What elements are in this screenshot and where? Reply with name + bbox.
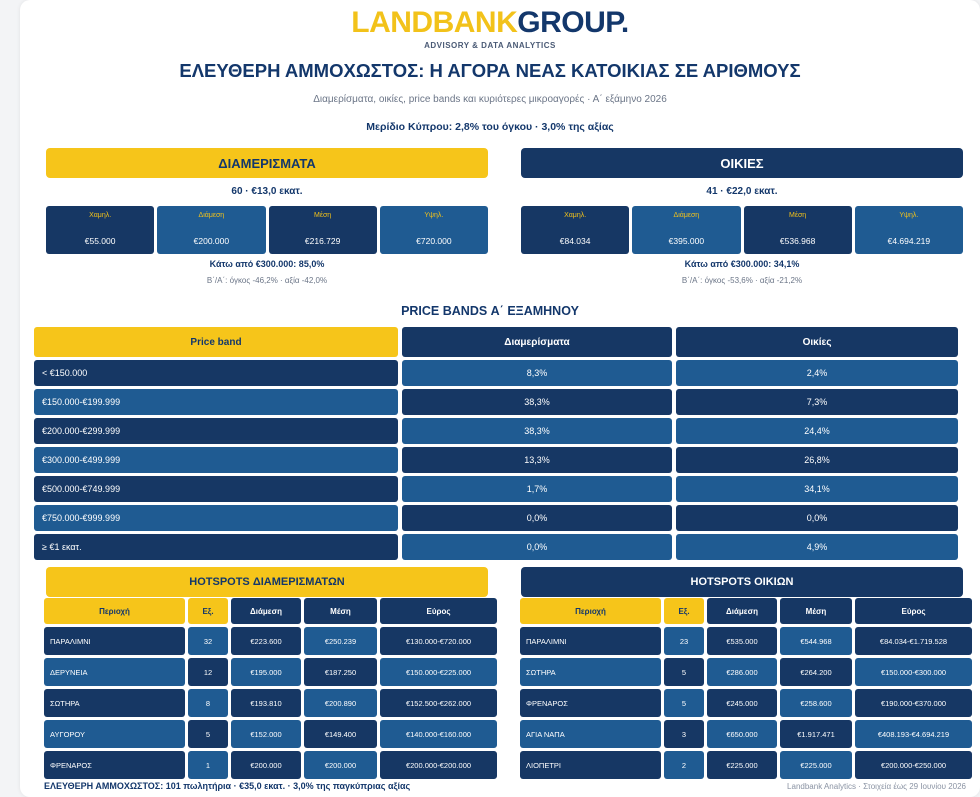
mean-cell: €187.250 <box>304 658 377 686</box>
brand-logo <box>0 6 980 40</box>
brand-tagline: ADVISORY & DATA ANALYTICS <box>424 41 556 50</box>
area-cell: ΛΙΟΠΕΤΡΙ <box>520 751 661 779</box>
range-cell: €150.000-€225.000 <box>380 658 497 686</box>
hotspots-apartments-heading: HOTSPOTS ΔΙΑΜΕΡΙΣΜΑΤΩΝ <box>46 567 488 597</box>
table-row <box>44 658 497 686</box>
houses-share-cell: 24,4% <box>676 418 958 444</box>
mean-cell: €264.200 <box>780 658 852 686</box>
column-header: Εξ. <box>664 598 704 624</box>
column-header: Περιοχή <box>520 598 661 624</box>
stat-label: Μέση <box>789 212 807 219</box>
median-cell: €200.000 <box>231 751 301 779</box>
range-cell: €140.000-€160.000 <box>380 720 497 748</box>
range-cell: €190.000-€370.000 <box>855 689 972 717</box>
stat-value: €4.694.219 <box>887 236 931 246</box>
hotspots-houses-table <box>520 598 972 782</box>
price-band-cell: €150.000-€199.999 <box>34 389 398 415</box>
area-cell: ΦΡΕΝΑΡΟΣ <box>520 689 661 717</box>
count-cell: 2 <box>664 751 704 779</box>
table-header-row <box>44 598 497 624</box>
median-cell: €195.000 <box>231 658 301 686</box>
price-band-cell: €300.000-€499.999 <box>34 447 398 473</box>
median-cell: €223.600 <box>231 627 301 655</box>
median-cell: €225.000 <box>707 751 777 779</box>
table-row <box>520 689 972 717</box>
range-cell: €408.193-€4.694.219 <box>855 720 972 748</box>
column-header: Διάμεση <box>231 598 301 624</box>
column-header: Διάμεση <box>707 598 777 624</box>
apartments-share-cell: 13,3% <box>402 447 672 473</box>
stat-value: €216.729 <box>304 236 341 246</box>
price-band-cell: €500.000-€749.999 <box>34 476 398 502</box>
column-header: Price band <box>34 327 398 357</box>
median-cell: €650.000 <box>707 720 777 748</box>
count-cell: 5 <box>664 689 704 717</box>
table-row <box>34 476 962 502</box>
stat-label: Χαμηλ. <box>89 212 112 219</box>
page-subtitle: Διαμερίσματα, οικίες, price bands και κυριότερες μικροαγορές · Α΄ εξάμηνο 2026 <box>313 94 667 105</box>
houses-share-cell: 34,1% <box>676 476 958 502</box>
count-cell: 5 <box>664 658 704 686</box>
median-cell: €245.000 <box>707 689 777 717</box>
count-cell: 23 <box>664 627 704 655</box>
table-row <box>44 627 497 655</box>
page-title: ΕΛΕΥΘΕΡΗ ΑΜΜΟΧΩΣΤΟΣ: Η ΑΓΟΡΑ ΝΕΑΣ ΚΑΤΟΙΚΙΑΣ ΣΕ ΑΡΙΘΜΟΥΣ <box>179 60 801 81</box>
table-row <box>34 534 962 560</box>
stat-label: Υψηλ. <box>899 212 919 219</box>
apartments-share-cell: 8,3% <box>402 360 672 386</box>
hotspots-houses-heading: HOTSPOTS ΟΙΚΙΩΝ <box>521 567 963 597</box>
apartments-heading: ΔΙΑΜΕΡΙΣΜΑΤΑ <box>46 148 488 178</box>
stat-label: Διάμεση <box>198 212 225 219</box>
hotspots-apartments-table <box>44 598 497 782</box>
range-cell: €152.500-€262.000 <box>380 689 497 717</box>
houses-change: Β΄/Α΄: όγκος -53,6% · αξία -21,2% <box>681 276 803 285</box>
stat-card <box>157 206 265 254</box>
stat-value: €536.968 <box>779 236 816 246</box>
price-band-cell: €750.000-€999.999 <box>34 505 398 531</box>
stat-card <box>855 206 963 254</box>
apartments-below-threshold: Κάτω από €300.000: 85,0% <box>209 259 325 269</box>
stat-card <box>521 206 629 254</box>
stat-label: Χαμηλ. <box>564 212 587 219</box>
column-header: Διαμερίσματα <box>402 327 672 357</box>
houses-share-cell: 7,3% <box>676 389 958 415</box>
column-header: Περιοχή <box>44 598 185 624</box>
column-header: Εύρος <box>855 598 972 624</box>
table-row <box>34 447 962 473</box>
mean-cell: €200.000 <box>304 751 377 779</box>
stat-value: €395.000 <box>668 236 705 246</box>
price-band-cell: < €150.000 <box>34 360 398 386</box>
stat-value: €720.000 <box>416 236 452 246</box>
count-cell: 3 <box>664 720 704 748</box>
houses-below-threshold: Κάτω από €300.000: 34,1% <box>684 259 800 269</box>
table-row <box>44 751 497 779</box>
table-row <box>44 689 497 717</box>
area-cell: ΔΕΡΥΝΕΙΑ <box>44 658 185 686</box>
table-row <box>34 389 962 415</box>
stat-label: Μέση <box>314 212 332 219</box>
range-cell: €200.000-€200.000 <box>380 751 497 779</box>
houses-stats <box>521 206 963 254</box>
houses-share-cell: 0,0% <box>676 505 958 531</box>
stat-value: €55.000 <box>84 236 116 246</box>
logo-text-primary: LANDBANK <box>351 6 518 39</box>
area-cell: ΣΩΤΗΡΑ <box>520 658 661 686</box>
column-header: Μέση <box>780 598 852 624</box>
stat-card <box>744 206 852 254</box>
column-header: Μέση <box>304 598 377 624</box>
stat-value: €200.000 <box>193 236 230 246</box>
logo-text-secondary: GROUP. <box>517 6 629 39</box>
apartments-summary: 60 · €13,0 εκατ. <box>231 186 303 197</box>
median-cell: €535.000 <box>707 627 777 655</box>
price-band-cell: ≥ €1 εκατ. <box>34 534 398 560</box>
price-band-cell: €200.000-€299.999 <box>34 418 398 444</box>
houses-share-cell: 26,8% <box>676 447 958 473</box>
stat-card <box>269 206 377 254</box>
apartments-change: Β΄/Α΄: όγκος -46,2% · αξία -42,0% <box>206 276 328 285</box>
table-row <box>520 720 972 748</box>
stat-label: Υψηλ. <box>424 212 444 219</box>
area-cell: ΠΑΡΑΛΙΜΝΙ <box>520 627 661 655</box>
houses-share-cell: 2,4% <box>676 360 958 386</box>
price-bands-title: PRICE BANDS Α΄ ΕΞΑΜΗΝΟΥ <box>401 304 579 318</box>
price-bands-table <box>34 327 962 563</box>
table-row <box>520 627 972 655</box>
stat-card <box>380 206 488 254</box>
table-header-row <box>520 598 972 624</box>
footer-source: Landbank Analytics · Στοιχεία έως 29 Ιουνίου 2026 <box>787 782 966 791</box>
houses-summary: 41 · €22,0 εκατ. <box>706 186 778 197</box>
area-cell: ΑΥΓΟΡΟΥ <box>44 720 185 748</box>
mean-cell: €149.400 <box>304 720 377 748</box>
median-cell: €152.000 <box>231 720 301 748</box>
mean-cell: €200.890 <box>304 689 377 717</box>
mean-cell: €544.968 <box>780 627 852 655</box>
column-header: Οικίες <box>676 327 958 357</box>
range-cell: €150.000-€300.000 <box>855 658 972 686</box>
stat-card <box>46 206 154 254</box>
apartments-share-cell: 38,3% <box>402 389 672 415</box>
footer-summary: ΕΛΕΥΘΕΡΗ ΑΜΜΟΧΩΣΤΟΣ: 101 πωλητήρια · €35,0 εκατ. · 3,0% της παγκύπριας αξίας <box>44 781 411 791</box>
apartments-share-cell: 1,7% <box>402 476 672 502</box>
table-row <box>34 505 962 531</box>
area-cell: ΠΑΡΑΛΙΜΝΙ <box>44 627 185 655</box>
table-row <box>520 751 972 779</box>
apartments-stats <box>46 206 488 254</box>
area-cell: ΦΡΕΝΑΡΟΣ <box>44 751 185 779</box>
stat-value: €84.034 <box>559 236 591 246</box>
count-cell: 5 <box>188 720 228 748</box>
table-header-row <box>34 327 962 357</box>
apartments-share-cell: 0,0% <box>402 505 672 531</box>
mean-cell: €258.600 <box>780 689 852 717</box>
apartments-share-cell: 38,3% <box>402 418 672 444</box>
stat-label: Διάμεση <box>673 212 700 219</box>
range-cell: €130.000-€720.000 <box>380 627 497 655</box>
mean-cell: €1.917.471 <box>780 720 852 748</box>
count-cell: 8 <box>188 689 228 717</box>
range-cell: €200.000-€250.000 <box>855 751 972 779</box>
mean-cell: €250.239 <box>304 627 377 655</box>
median-cell: €286.000 <box>707 658 777 686</box>
houses-heading: ΟΙΚΙΕΣ <box>521 148 963 178</box>
table-row <box>34 360 962 386</box>
table-row <box>34 418 962 444</box>
count-cell: 32 <box>188 627 228 655</box>
mean-cell: €225.000 <box>780 751 852 779</box>
median-cell: €193.810 <box>231 689 301 717</box>
apartments-share-cell: 0,0% <box>402 534 672 560</box>
stat-card <box>632 206 740 254</box>
column-header: Εύρος <box>380 598 497 624</box>
houses-share-cell: 4,9% <box>676 534 958 560</box>
area-cell: ΑΓΙΑ ΝΑΠΑ <box>520 720 661 748</box>
table-row <box>520 658 972 686</box>
count-cell: 12 <box>188 658 228 686</box>
range-cell: €84.034-€1.719.528 <box>855 627 972 655</box>
column-header: Εξ. <box>188 598 228 624</box>
table-row <box>44 720 497 748</box>
cyprus-share: Μερίδιο Κύπρου: 2,8% του όγκου · 3,0% της αξίας <box>366 121 614 133</box>
count-cell: 1 <box>188 751 228 779</box>
area-cell: ΣΩΤΗΡΑ <box>44 689 185 717</box>
